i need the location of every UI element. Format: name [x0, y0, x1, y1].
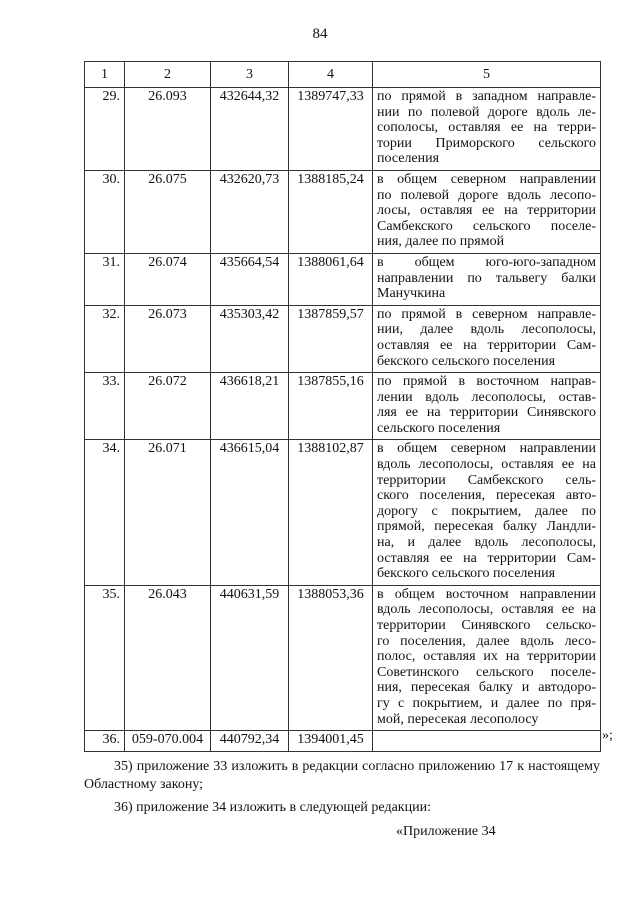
row-number: 34. — [85, 440, 125, 585]
description-line: го поселения, далее вдоль лесо- — [377, 633, 596, 649]
row-code: 26.072 — [125, 373, 211, 440]
row-description — [373, 253, 601, 305]
row-code: 26.074 — [125, 253, 211, 305]
row-description — [373, 440, 601, 585]
row-description — [373, 88, 601, 171]
description-line: нии по полевой дороге вдоль ле- — [377, 104, 596, 120]
row-x-coordinate: 436615,04 — [211, 440, 289, 585]
description-line: прямой, пересекая балку Ландли- — [377, 519, 596, 535]
table-row — [85, 373, 601, 440]
row-number: 33. — [85, 373, 125, 440]
description-line: нии, далее вдоль лесополосы, — [377, 322, 596, 338]
description-line: Советинского сельского поселе- — [377, 664, 596, 680]
table-row — [85, 440, 601, 585]
description-line: вдоль лесополосы, оставляя ее на — [377, 602, 596, 618]
row-x-coordinate: 440792,34 — [211, 731, 289, 752]
table-row — [85, 731, 601, 752]
description-line: лении вдоль лесополосы, остав- — [377, 389, 596, 405]
table-row — [85, 170, 601, 253]
row-y-coordinate: 1388053,36 — [289, 585, 373, 730]
description-line: оставляя ее на территории Сам- — [377, 550, 596, 566]
table-row — [85, 585, 601, 730]
row-number: 36. — [85, 731, 125, 752]
row-y-coordinate: 1387859,57 — [289, 305, 373, 372]
description-line: территории Синявского сельско- — [377, 618, 596, 633]
description-line: по прямой в западном направле- — [377, 89, 596, 104]
description-line: лосы, оставляя ее на территории — [377, 203, 596, 219]
row-code: 26.043 — [125, 585, 211, 730]
description-line: тории Приморского сельского — [377, 135, 596, 151]
header-cell: 5 — [373, 62, 601, 88]
row-x-coordinate: 435664,54 — [211, 253, 289, 305]
description-line: поселения — [377, 151, 440, 167]
row-y-coordinate: 1388102,87 — [289, 440, 373, 585]
row-y-coordinate: 1389747,33 — [289, 88, 373, 171]
row-y-coordinate: 1388061,64 — [289, 253, 373, 305]
row-x-coordinate: 432620,73 — [211, 170, 289, 253]
description-line: вдоль лесополосы, оставляя ее на — [377, 457, 596, 473]
table-row — [85, 88, 601, 171]
row-description — [373, 731, 601, 752]
description-line: в общем северном направлении — [377, 171, 596, 187]
row-x-coordinate: 432644,32 — [211, 88, 289, 171]
row-code: 26.075 — [125, 170, 211, 253]
row-x-coordinate: 440631,59 — [211, 585, 289, 730]
header-cell: 2 — [125, 62, 211, 88]
description-line: по прямой в северном направле- — [377, 306, 596, 322]
row-number: 30. — [85, 170, 125, 253]
description-line: ского поселения, пересекая авто- — [377, 488, 596, 504]
row-code: 26.073 — [125, 305, 211, 372]
description-line: территории Самбекского сель- — [377, 472, 596, 488]
row-code: 26.093 — [125, 88, 211, 171]
row-x-coordinate: 435303,42 — [211, 305, 289, 372]
description-line: Самбекского сельского поселе- — [377, 218, 596, 234]
description-line: в общем юго-юго-западном — [377, 254, 596, 270]
closing-quote-mark: »; — [602, 728, 613, 743]
description-line: на, и далее вдоль лесополосы, — [377, 535, 596, 551]
description-line: ляя ее на территории Синявского — [377, 405, 596, 421]
description-line: оставляя ее на территории Сам- — [377, 337, 596, 353]
row-y-coordinate: 1394001,45 — [289, 731, 373, 752]
description-line: полос, оставляя их на территории — [377, 649, 596, 665]
table-row — [85, 305, 601, 372]
description-line: направлении по тальвегу балки — [377, 270, 596, 286]
row-code: 26.071 — [125, 440, 211, 585]
row-number: 31. — [85, 253, 125, 305]
row-description — [373, 373, 601, 440]
description-line: в общем северном направлении — [377, 441, 596, 457]
description-line: гу с покрытием, и далее по пря- — [377, 695, 596, 711]
appendix-title: «Приложение 34 — [396, 824, 496, 839]
description-line: ния, пересекая балку и автодоро- — [377, 680, 596, 696]
boundary-points-table — [84, 61, 601, 752]
description-line: Манучкина — [377, 286, 446, 302]
row-y-coordinate: 1388185,24 — [289, 170, 373, 253]
description-line: бекского сельского поселения — [377, 566, 556, 582]
description-line: бекского сельского поселения — [377, 353, 556, 369]
row-description — [373, 170, 601, 253]
description-line: дорогу с покрытием, далее по — [377, 503, 596, 519]
row-x-coordinate: 436618,21 — [211, 373, 289, 440]
paragraph-36: 36) приложение 34 изложить в следующей редакции: — [114, 800, 431, 815]
table-header-row — [85, 62, 601, 88]
page-number: 84 — [312, 26, 328, 42]
row-description — [373, 585, 601, 730]
description-line: мой, пересекая лесополосу — [377, 711, 539, 727]
row-y-coordinate: 1387855,16 — [289, 373, 373, 440]
description-line: сельского поселения — [377, 420, 501, 436]
table-row — [85, 253, 601, 305]
description-line: в общем восточном направлении — [377, 586, 596, 602]
header-cell: 4 — [289, 62, 373, 88]
description-line: по прямой в восточном направ- — [377, 374, 596, 390]
row-number: 32. — [85, 305, 125, 372]
description-line: сополосы, оставляя ее на терри- — [377, 120, 596, 136]
header-cell: 3 — [211, 62, 289, 88]
row-number: 35. — [85, 585, 125, 730]
header-cell: 1 — [85, 62, 125, 88]
paragraph-35: 35) приложение 33 изложить в редакции согласно приложению 17 к настоящему Областному закону; — [84, 759, 600, 792]
description-line: по полевой дороге вдоль лесопо- — [377, 187, 596, 203]
description-line: ния, далее по прямой — [377, 234, 505, 250]
row-number: 29. — [85, 88, 125, 171]
row-code: 059-070.004 — [125, 731, 211, 752]
row-description — [373, 305, 601, 372]
